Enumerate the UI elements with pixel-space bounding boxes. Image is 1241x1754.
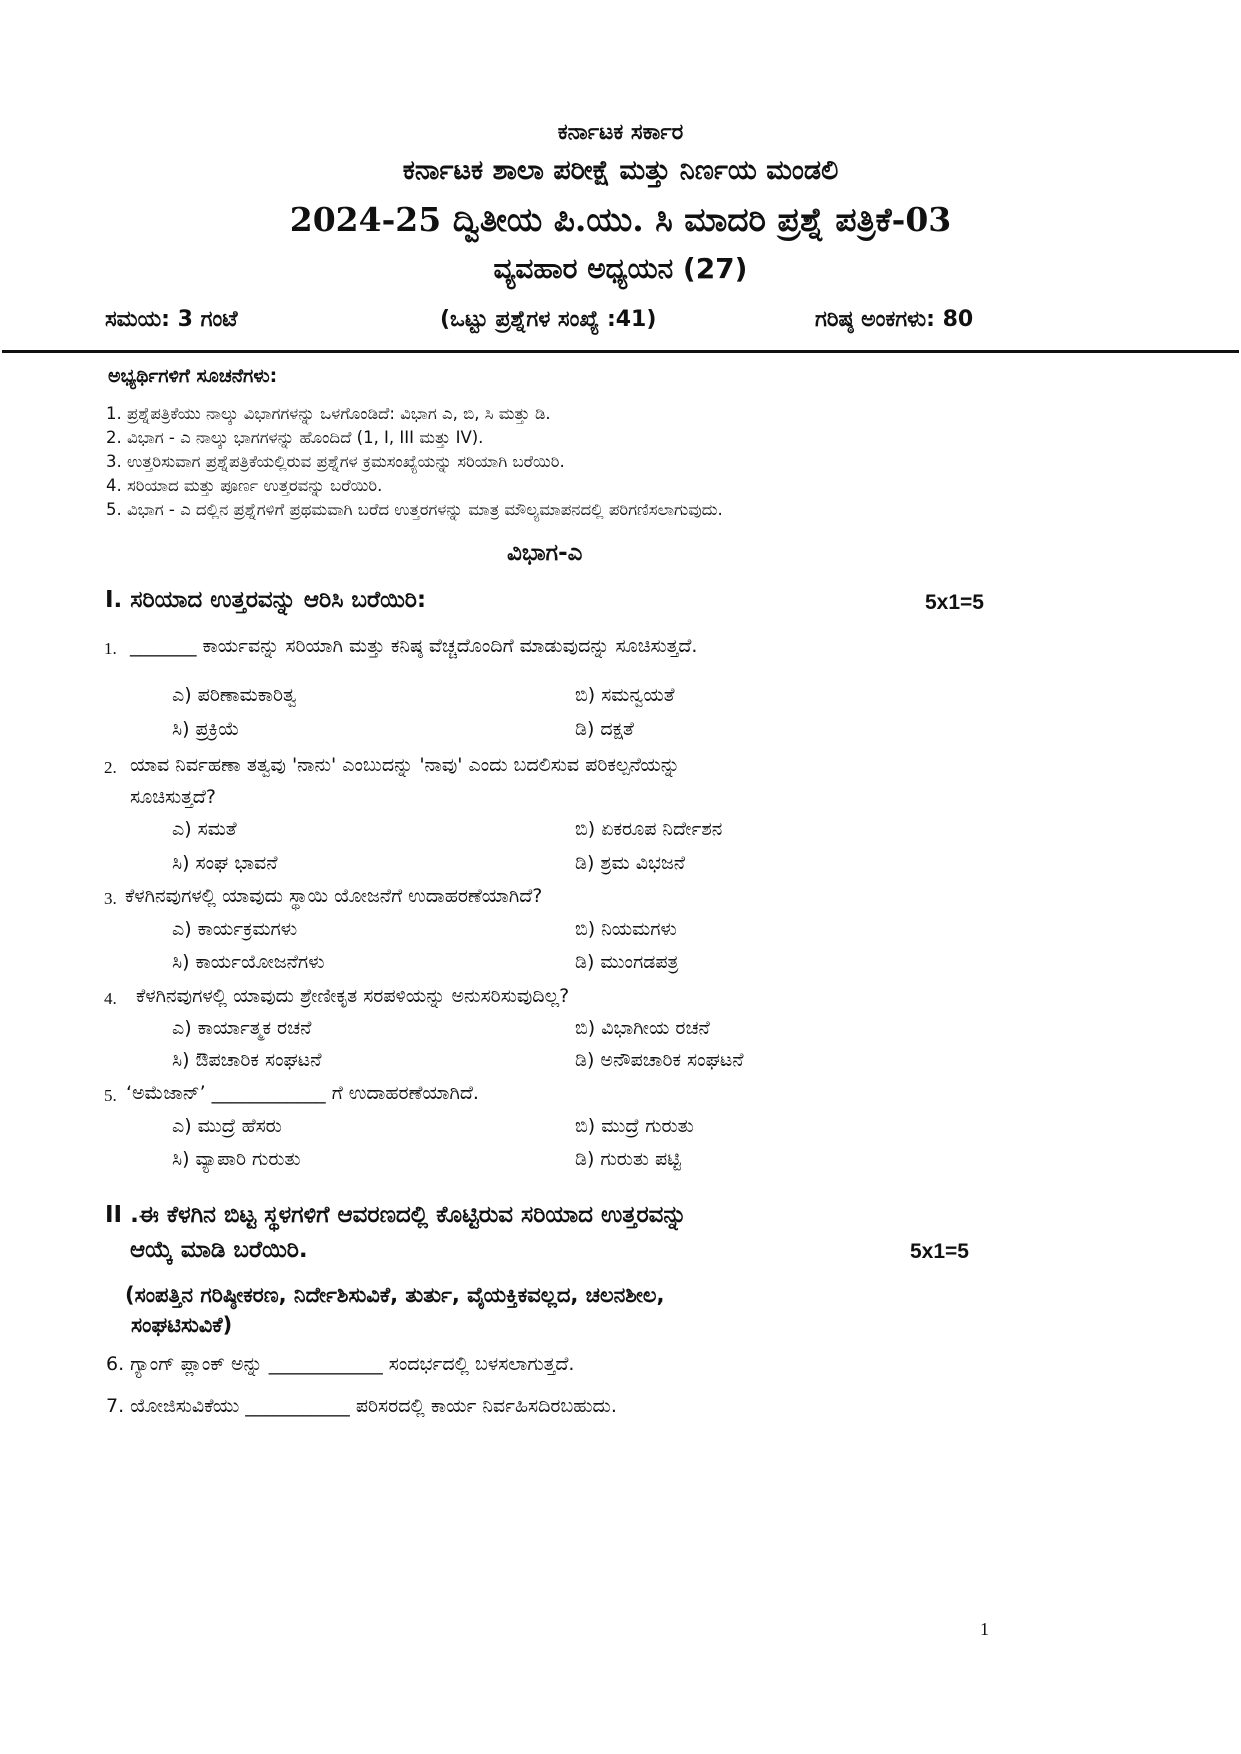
option-b: ಬಿ) ಮುದ್ರೆ ಗುರುತು <box>575 1115 694 1137</box>
option-d: ಡಿ) ಅನೌಪಚಾರಿಕ ಸಂಘಟನೆ <box>575 1049 744 1071</box>
option-c: ಸಿ) ವ್ಯಾಪಾರಿ ಗುರುತು <box>172 1148 301 1170</box>
option-c: ಸಿ) ಪ್ರಕ್ರಿಯೆ <box>172 718 240 740</box>
question-text: ಕೆಳಗಿನವುಗಳಲ್ಲಿ ಯಾವುದು ಶ್ರೇಣೀಕೃತ ಸರಪಳಿಯನ್ನು ಅನುಸರಿಸುವುದಿಲ್ಲ? <box>136 985 570 1007</box>
option-d: ಡಿ) ಶ್ರಮ ವಿಭಜನೆ <box>575 852 686 874</box>
government-name: ಕರ್ನಾಟಕ ಸರ್ಕಾರ <box>557 120 684 145</box>
question-number: 5. <box>104 1086 117 1105</box>
option-c: ಸಿ) ಔಪಚಾರಿಕ ಸಂಘಟನೆ <box>172 1049 322 1071</box>
question-number: 3. <box>104 889 117 908</box>
part2-heading: II .ಈ ಕೆಳಗಿನ ಬಿಟ್ಟ ಸ್ಥಳಗಳಿಗೆ ಆವರಣದಲ್ಲಿ ಕೊಟ್ಟಿರುವ ಸರಿಯಾದ ಉತ್ತರವನ್ನು <box>105 1202 687 1228</box>
option-a: ಎ) ಕಾರ್ಯಕ್ರಮಗಳು <box>172 918 298 940</box>
option-b: ಬಿ) ಏಕರೂಪ ನಿರ್ದೇಶನ <box>575 818 723 840</box>
board-name: ಕರ್ನಾಟಕ ಶಾಲಾ ಪರೀಕ್ಷೆ ಮತ್ತು ನಿರ್ಣಯ ಮಂಡಲಿ <box>402 155 839 186</box>
part2-options: (ಸಂಪತ್ತಿನ ಗರಿಷ್ಠೀಕರಣ, ನಿರ್ದೇಶಿಸುವಿಕೆ, ತುರ್ತು, ವೈಯಕ್ತಿಕವಲ್ಲದ, ಚಲನಶೀಲ, <box>125 1283 665 1307</box>
question-text: 6. ಗ್ಯಾಂಗ್ ಪ್ಲಾಂಕ್ ಅನ್ನು ____________ ಸಂದರ್ಭದಲ್ಲಿ ಬಳಸಲಾಗುತ್ತದೆ. <box>106 1353 575 1375</box>
option-c: ಸಿ) ಸಂಘ ಭಾವನೆ <box>172 852 278 874</box>
question-text: ಯಾವ ನಿರ್ವಹಣಾ ತತ್ವವು 'ನಾನು' ಎಂಬುದನ್ನು 'ನಾವು' ಎಂದು ಬದಲಿಸುವ ಪರಿಕಲ್ಪನೆಯನ್ನು <box>130 754 680 776</box>
option-d: ಡಿ) ದಕ್ಷತೆ <box>575 718 634 740</box>
question-text: _______ ಕಾರ್ಯವನ್ನು ಸರಿಯಾಗಿ ಮತ್ತು ಕನಿಷ್ಠ ವೆಚ್ಚದೊಂದಿಗೆ ಮಾಡುವುದನ್ನು ಸೂಚಿಸುತ್ತದೆ. <box>130 635 698 657</box>
part2-marks: 5x1=5 <box>910 1240 969 1263</box>
part2-options-cont: ಸಂಘಟಿಸುವಿಕೆ) <box>131 1313 233 1337</box>
max-marks: ಗರಿಷ್ಠ ಅಂಕಗಳು: 80 <box>815 307 974 332</box>
part2-heading-cont: ಆಯ್ಕೆ ಮಾಡಿ ಬರೆಯಿರಿ. <box>130 1237 308 1263</box>
instructions-heading: ಅಭ್ಯರ್ಥಿಗಳಿಗೆ ಸೂಚನೆಗಳು: <box>108 365 278 387</box>
paper-title: 2024-25 ದ್ವಿತೀಯ ಪಿ.ಯು. ಸಿ ಮಾದರಿ ಪ್ರಶ್ನೆ ಪತ್ರಿಕೆ-03 <box>289 200 952 239</box>
option-d: ಡಿ) ಗುರುತು ಪಟ್ಟಿ <box>575 1148 681 1170</box>
option-b: ಬಿ) ವಿಭಾಗೀಯ ರಚನೆ <box>575 1017 710 1039</box>
question-text: ‘ಅಮೆಜಾನ್’ ____________ ಗೆ ಉದಾಹರಣೆಯಾಗಿದೆ. <box>126 1082 479 1104</box>
question-text: ಕೆಳಗಿನವುಗಳಲ್ಲಿ ಯಾವುದು ಸ್ಥಾಯಿ ಯೋಜನೆಗೆ ಉದಾಹರಣೆಯಾಗಿದೆ? <box>125 885 543 907</box>
instruction-item: 1. ಪ್ರಶ್ನೆಪತ್ರಿಕೆಯು ನಾಲ್ಕು ವಿಭಾಗಗಳನ್ನು ಒಳಗೊಂಡಿದೆ: ವಿಭಾಗ ಎ, ಬಿ, ಸಿ ಮತ್ತು ಡಿ. <box>106 404 551 423</box>
option-b: ಬಿ) ಸಮನ್ವಯತೆ <box>575 684 675 706</box>
instruction-item: 3. ಉತ್ತರಿಸುವಾಗ ಪ್ರಶ್ನೆಪತ್ರಿಕೆಯಲ್ಲಿರುವ ಪ್ರಶ್ನೆಗಳ ಕ್ರಮಸಂಖ್ಯೆಯನ್ನು ಸರಿಯಾಗಿ ಬರೆಯಿರಿ. <box>106 452 565 471</box>
option-d: ಡಿ) ಮುಂಗಡಪತ್ರ <box>575 951 679 973</box>
part1-heading: I. ಸರಿಯಾದ ಉತ್ತರವನ್ನು ಆರಿಸಿ ಬರೆಯಿರಿ: <box>105 587 427 613</box>
part1-marks: 5x1=5 <box>925 591 984 614</box>
question-number: 2. <box>104 758 117 777</box>
instruction-item: 2. ವಿಭಾಗ - ಎ ನಾಲ್ಕು ಭಾಗಗಳನ್ನು ಹೊಂದಿದೆ (1, I, III ಮತ್ತು IV). <box>106 428 484 447</box>
subject-title: ವ್ಯವಹಾರ ಅಧ್ಯಯನ (27) <box>493 252 748 285</box>
question-text: 7. ಯೋಜಿಸುವಿಕೆಯು ___________ ಪರಿಸರದಲ್ಲಿ ಕಾರ್ಯ ನಿರ್ವಹಿಸದಿರಬಹುದು. <box>106 1395 617 1417</box>
option-c: ಸಿ) ಕಾರ್ಯಯೋಜನೆಗಳು <box>172 951 325 973</box>
header-divider <box>2 350 1239 353</box>
instruction-item: 4. ಸರಿಯಾದ ಮತ್ತು ಪೂರ್ಣ ಉತ್ತರವನ್ನು ಬರೆಯಿರಿ. <box>106 476 383 495</box>
option-a: ಎ) ಸಮತೆ <box>172 818 237 840</box>
option-a: ಎ) ಕಾರ್ಯಾತ್ಮಕ ರಚನೆ <box>172 1017 312 1039</box>
question-number: 4. <box>104 989 117 1008</box>
page-number: 1 <box>980 1619 989 1639</box>
option-a: ಎ) ಮುದ್ರೆ ಹೆಸರು <box>172 1115 282 1137</box>
section-a-title: ವಿಭಾಗ-ಎ <box>507 540 583 566</box>
question-number: 1. <box>104 639 117 658</box>
question-text-cont: ಸೂಚಿಸುತ್ತದೆ? <box>130 786 216 808</box>
instruction-item: 5. ವಿಭಾಗ - ಎ ದಲ್ಲಿನ ಪ್ರಶ್ನೆಗಳಿಗೆ ಪ್ರಥಮವಾಗಿ ಬರೆದ ಉತ್ತರಗಳನ್ನು ಮಾತ್ರ ಮೌಲ್ಯಮಾಪನದಲ್ಲಿ ಪರಿಗಣಿಸಲಾಗುವುದು. <box>106 500 723 519</box>
total-questions: (ಒಟ್ಟು ಪ್ರಶ್ನೆಗಳ ಸಂಖ್ಯೆ :41) <box>440 307 657 332</box>
exam-time: ಸಮಯ: 3 ಗಂಟೆ <box>105 307 238 332</box>
option-a: ಎ) ಪರಿಣಾಮಕಾರಿತ್ವ <box>172 684 297 706</box>
option-b: ಬಿ) ನಿಯಮಗಳು <box>575 918 677 940</box>
